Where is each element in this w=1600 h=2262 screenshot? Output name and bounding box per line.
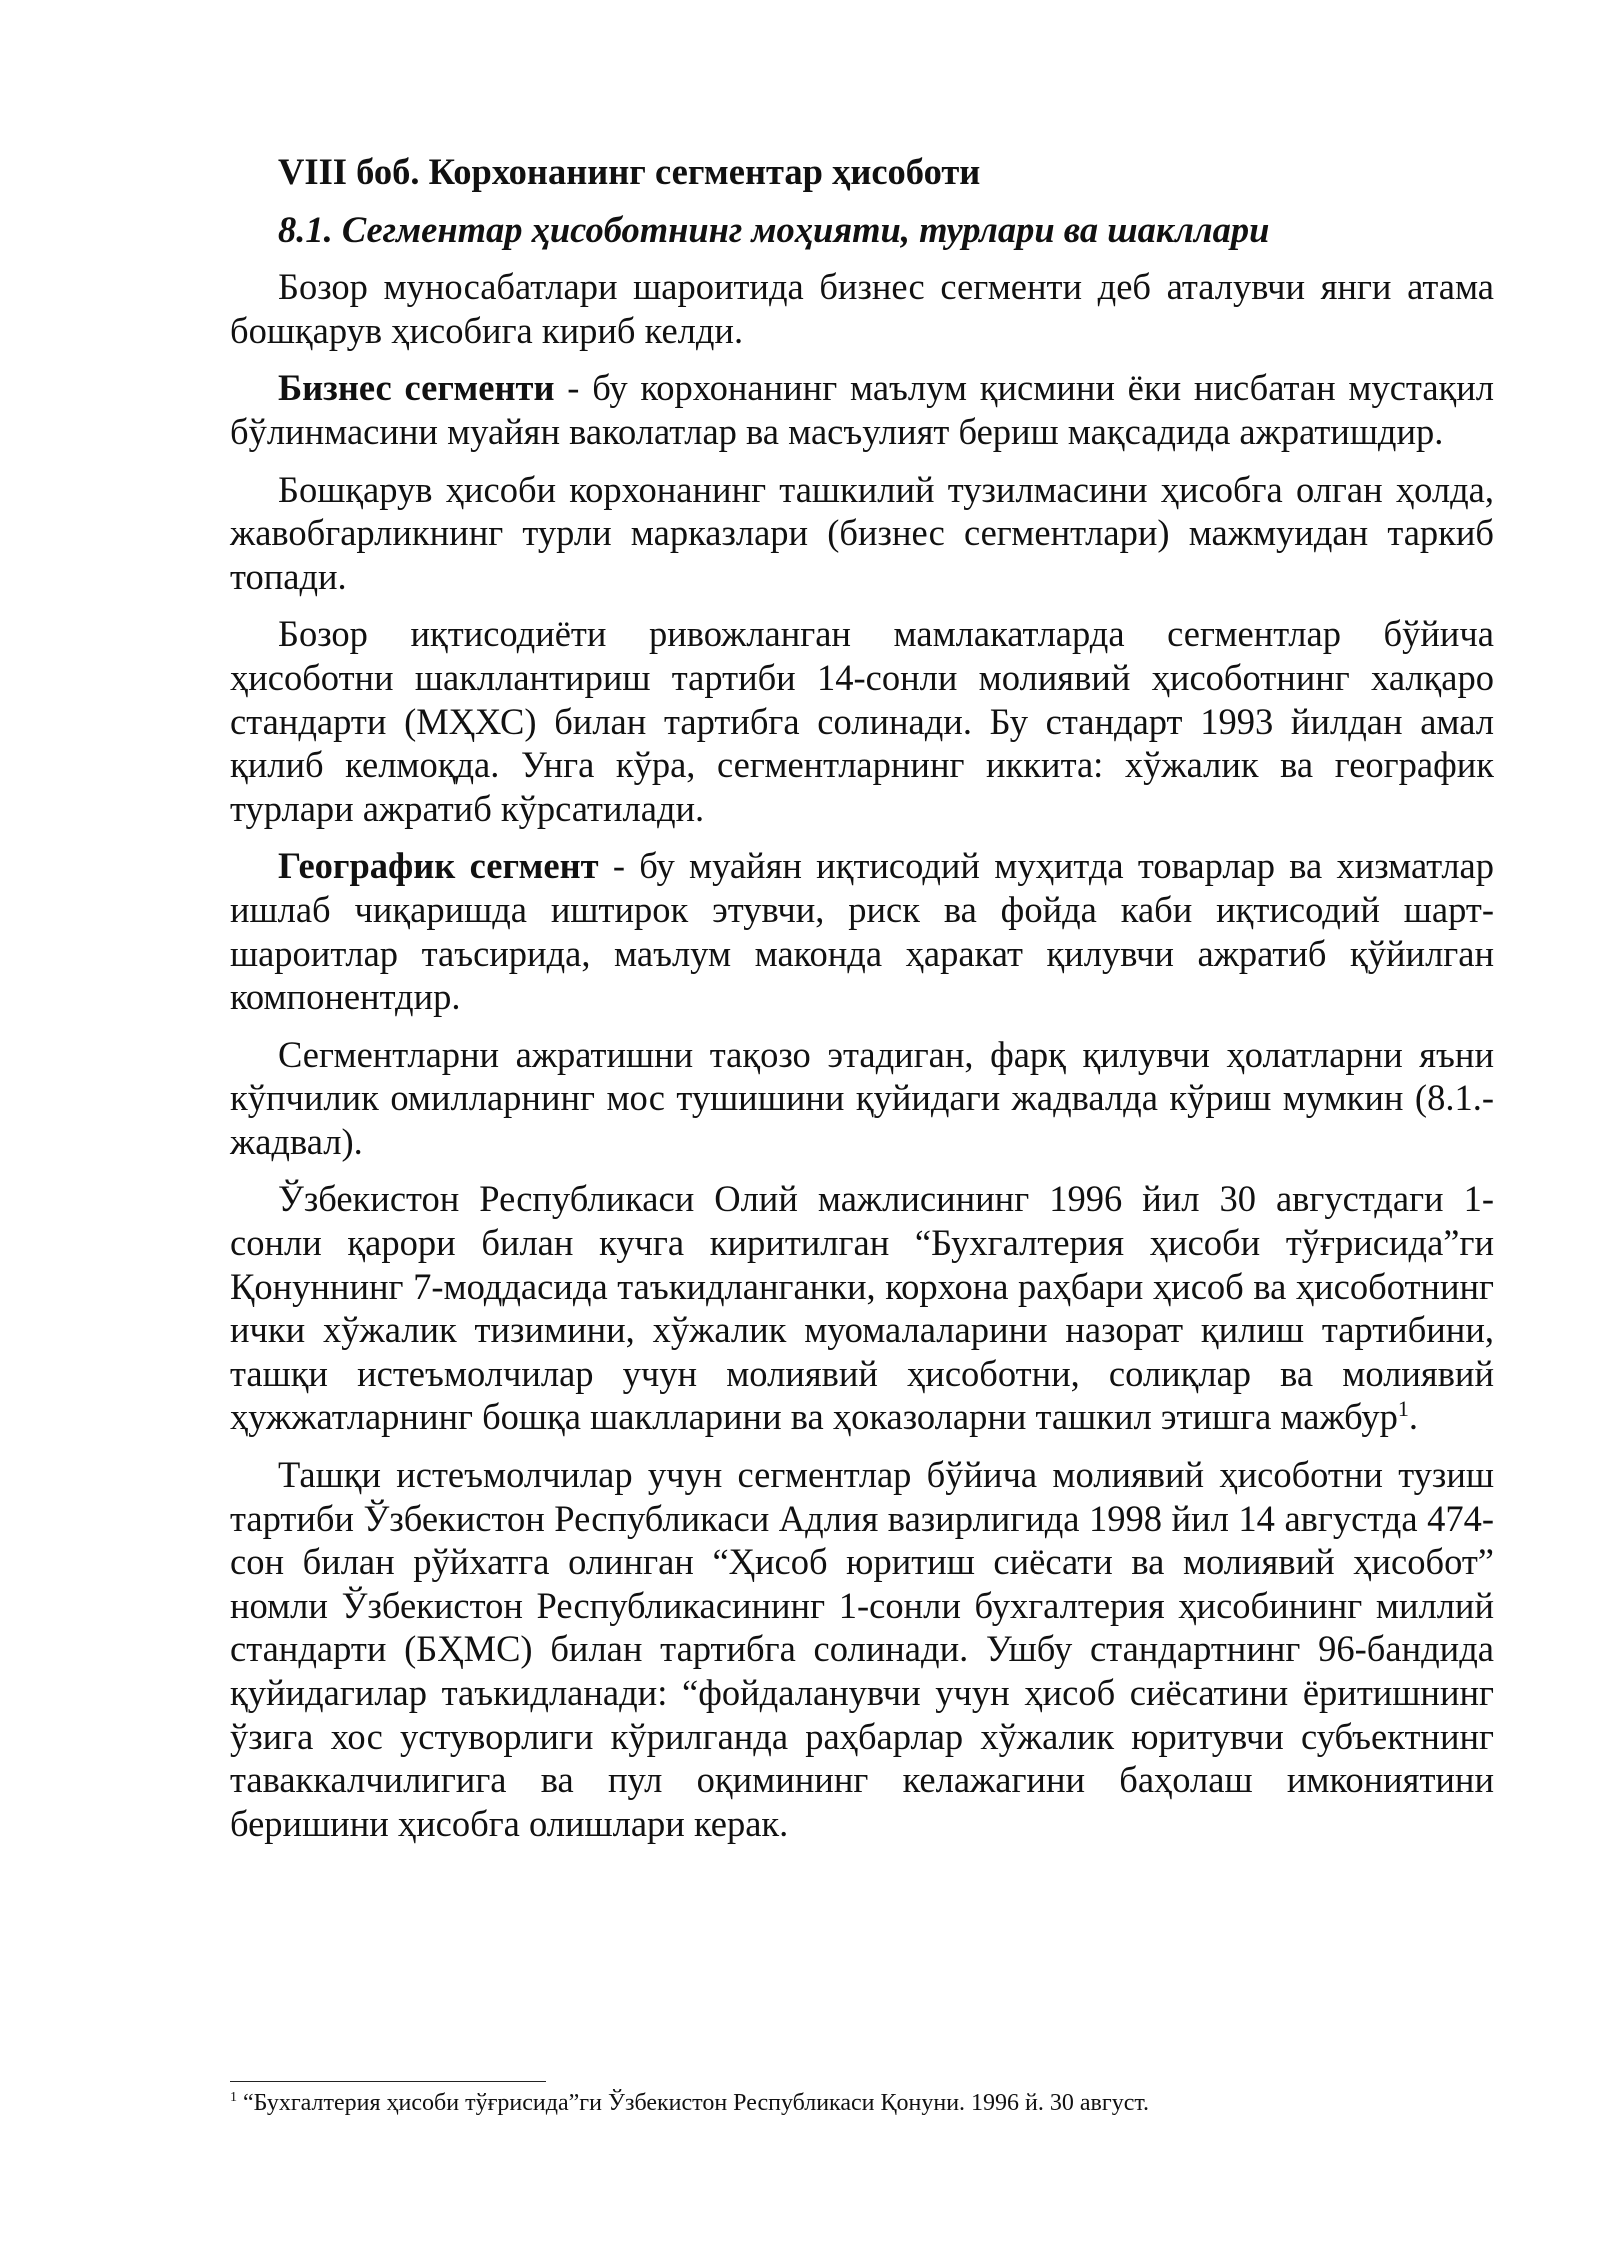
footnote — [230, 2088, 1494, 2118]
paragraph-5-text: - бу муайян иқтисодий муҳитда товарлар ва хизматлар ишлаб чиқаришда иштирок этувчи, риск ва фойда каби иқтисодий шарт-шароитлар таъсирида, маълум маконда ҳаракат қилувчи ажратиб қўйилган компонентдир. — [230, 845, 1494, 1018]
term-geographic-segment: Географик сегмент — [278, 845, 599, 887]
paragraph-1: Бозор муносабатлари шароитида бизнес сегменти деб аталувчи янги атама бошқарув ҳисобига кириб келди. — [230, 266, 1494, 351]
chapter-title: VIII боб. Корхонанинг сегментар ҳисоботи — [278, 151, 981, 192]
footnote-text: “Бухгалтерия ҳисоби тўғрисида”ги Ўзбекистон Республикаси Қонуни. 1996 й. 30 август. — [237, 2090, 1150, 2116]
paragraph-2-text: - бу корхонанинг маълум қисмини ёки нисбатан мустақил бўлинмасини муайян ваколатлар ва масъулият бериш мақсадида ажратишдир. — [230, 367, 1495, 452]
paragraph-7-text: Ўзбекистон Республикаси Олий мажлисининг 1996 йил 30 августдаги 1-сонли қарори билан кучга киритилган “Бухгалтерия ҳисоби тўғрисида”ги Қонуннинг 7-моддасида таъкидланганки, корхона раҳбари ҳисоб ва ҳисоботнинг ички хўжалик тизимини, хўжалик муомалаларини назорат қилиш тартибини, ташқи истеъмолчилар учун молиявий ҳисоботни, солиқлар ва молиявий ҳужжатларнинг бошқа шаклларини ва ҳоказоларни ташкил этишга мажбур — [230, 1178, 1494, 1438]
paragraph-3: Бошқарув ҳисоби корхонанинг ташкилий тузилмасини ҳисобга олган ҳолда, жавобгарликнинг турли марказлари (бизнес сегментлари) мажмуидан таркиб топади. — [230, 468, 1494, 597]
paragraph-6: Сегментларни ажратишни тақозо этадиган, фарқ қилувчи ҳолатларни яъни кўпчилик омилларнинг мос тушишини қуйидаги жадвалда кўриш мумкин (8.1.-жадвал). — [230, 1033, 1494, 1162]
paragraph-7 — [230, 1177, 1494, 1439]
paragraph-2 — [230, 366, 1494, 453]
paragraph-8: Ташқи истеъмолчилар учун сегментлар бўйича молиявий ҳисоботни тузиш тартиби Ўзбекистон Республикаси Адлия вазирлигида 1998 йил 14 августда 474-сон билан рўйхатга олинган “Ҳисоб юритиш сиёсати ва молиявий ҳисобот” номли Ўзбекистон Республикасининг 1-сонли бухгалтерия ҳисобининг миллий стандарти (БҲМС) билан тартибга солинади. Ушбу стандартнинг 96-бандида қуйидагилар таъкидланади: “фойдаланувчи учун ҳисоб сиёсатини ёритишнинг ўзига хос устуворлиги кўрилганда раҳбарлар хўжалик юритувчи субъектнинг таваккалчилигига ва пул оқимининг келажагини баҳолаш имкониятини беришини ҳисобга олишлари керак. — [230, 1454, 1494, 1844]
section-title: 8.1. Сегментар ҳисоботнинг моҳияти, турлари ва шакллари — [278, 208, 1270, 250]
term-business-segment: Бизнес сегменти — [278, 367, 555, 409]
footnote-mark: 1 — [230, 2090, 237, 2105]
footnote-reference[interactable]: 1 — [1397, 1396, 1409, 1422]
footnote-separator — [230, 2081, 546, 2082]
paragraph-7-end: . — [1408, 1396, 1418, 1438]
document-page — [230, 150, 1494, 1859]
paragraph-5 — [230, 844, 1494, 1018]
paragraph-4: Бозор иқтисодиёти ривожланган мамлакатларда сегментлар бўйича ҳисоботни шакллантириш тартиби 14-сонли молиявий ҳисоботнинг халқаро стандарти (МҲХС) билан тартибга солинади. Бу стандарт 1993 йилдан амал қилиб келмоқда. Унга кўра, сегментларнинг иккита: хўжалик ва географик турлари ажратиб кўрсатилади. — [230, 613, 1494, 829]
